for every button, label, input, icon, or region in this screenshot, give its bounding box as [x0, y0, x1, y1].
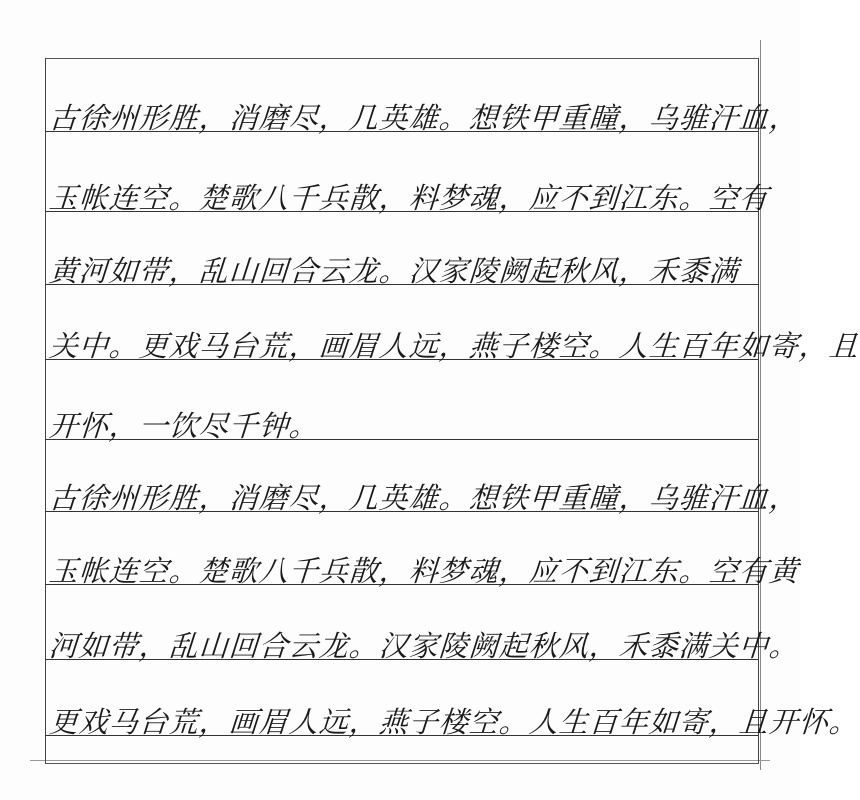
text-line-9: 更戏马台荒，画眉人远，燕子楼空。人生百年如寄，且开怀。 [45, 706, 758, 736]
text-line-1: 古徐州形胜，消磨尽，几英雄。想铁甲重瞳，乌骓汗血， [45, 102, 758, 132]
text-line-3: 黄河如带，乱山回合云龙。汉家陵阙起秋风，禾黍满 [45, 255, 758, 285]
text-line-6: 古徐州形胜，消磨尽，几英雄。想铁甲重瞳，乌骓汗血， [45, 482, 758, 512]
text-line-5: 开怀，一饮尽千钟。 [45, 410, 758, 440]
text-line-8: 河如带，乱山回合云龙。汉家陵阙起秋风，禾黍满关中。 [45, 630, 758, 660]
text-line-4: 关中。更戏马台荒，画眉人远，燕子楼空。人生百年如寄，且 [45, 330, 758, 360]
text-line-7: 玉帐连空。楚歌八千兵散，料梦魂，应不到江东。空有黄 [45, 555, 758, 585]
text-line-2: 玉帐连空。楚歌八千兵散，料梦魂，应不到江东。空有 [45, 182, 758, 212]
